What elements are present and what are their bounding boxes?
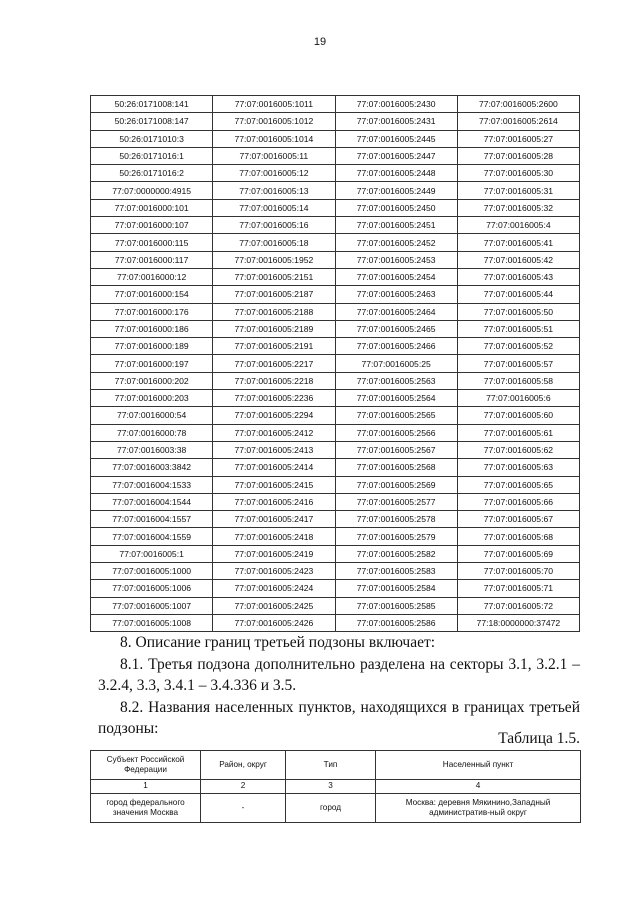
- cadastral-number-cell: 77:07:0016005:51: [457, 320, 579, 337]
- cadastral-number-cell: 77:07:0016005:2416: [213, 493, 335, 510]
- cadastral-number-cell: 77:07:0016005:2218: [213, 372, 335, 389]
- cadastral-number-cell: 77:07:0016005:2585: [335, 597, 457, 614]
- table-row: [91, 493, 580, 510]
- header-type: Тип: [286, 751, 376, 780]
- cadastral-number-cell: 77:07:0016005:2451: [335, 217, 457, 234]
- cadastral-numbers-table: [90, 95, 580, 632]
- cadastral-number-cell: 77:07:0016005:2578: [335, 511, 457, 528]
- cadastral-number-cell: 77:07:0016005:2294: [213, 407, 335, 424]
- cadastral-number-cell: 77:07:0016005:2430: [335, 96, 457, 113]
- paragraph-8: 8. Описание границ третьей подзоны включает:: [120, 634, 436, 651]
- cadastral-number-cell: 77:07:0016005:58: [457, 372, 579, 389]
- cadastral-number-cell: 77:07:0016000:115: [91, 234, 213, 251]
- table-row: [91, 476, 580, 493]
- settlements-data-row: [91, 794, 581, 823]
- cadastral-number-cell: 77:07:0016005:1007: [91, 597, 213, 614]
- table-row: [91, 286, 580, 303]
- cadastral-number-cell: 77:07:0016005:2453: [335, 251, 457, 268]
- table-row: [91, 390, 580, 407]
- cadastral-number-cell: 77:07:0016005:2569: [335, 476, 457, 493]
- cadastral-number-cell: 77:07:0016005:65: [457, 476, 579, 493]
- cadastral-number-cell: 77:07:0016005:16: [213, 217, 335, 234]
- cadastral-number-cell: 77:07:0016005:2566: [335, 424, 457, 441]
- cadastral-number-cell: 77:07:0016005:42: [457, 251, 579, 268]
- table-row: [91, 303, 580, 320]
- cadastral-number-cell: 77:07:0016000:202: [91, 372, 213, 389]
- cadastral-number-cell: 77:07:0016005:2463: [335, 286, 457, 303]
- cadastral-number-cell: 77:07:0016005:2583: [335, 563, 457, 580]
- cadastral-number-cell: 77:07:0016005:71: [457, 580, 579, 597]
- cadastral-number-cell: 77:07:0016005:70: [457, 563, 579, 580]
- cadastral-number-cell: 77:07:0016005:1006: [91, 580, 213, 597]
- header-settlement: Населенный пункт: [376, 751, 581, 780]
- cell-subject: город федерального значения Москва: [91, 794, 201, 823]
- cadastral-number-cell: 77:07:0016000:54: [91, 407, 213, 424]
- cadastral-number-cell: 50:26:0171016:1: [91, 147, 213, 164]
- cadastral-number-cell: 77:07:0016000:117: [91, 251, 213, 268]
- cadastral-number-cell: 77:07:0016005:2447: [335, 147, 457, 164]
- table-row: [91, 614, 580, 631]
- table-caption: Таблица 1.5.: [498, 730, 580, 747]
- settlements-header-row: [91, 751, 581, 780]
- cadastral-number-cell: 50:26:0171008:141: [91, 96, 213, 113]
- cadastral-number-cell: 77:07:0016005:67: [457, 511, 579, 528]
- cadastral-number-cell: 77:07:0016005:2567: [335, 441, 457, 458]
- cadastral-number-cell: 77:07:0016005:13: [213, 182, 335, 199]
- cadastral-number-cell: 77:07:0016005:2465: [335, 320, 457, 337]
- cadastral-number-cell: 77:07:0016000:101: [91, 199, 213, 216]
- cadastral-number-cell: 77:07:0016005:66: [457, 493, 579, 510]
- cadastral-number-cell: 50:26:0171008:147: [91, 113, 213, 130]
- cadastral-number-cell: 77:07:0016005:1000: [91, 563, 213, 580]
- table-row: [91, 96, 580, 113]
- cadastral-number-cell: 77:07:0016005:32: [457, 199, 579, 216]
- column-number: 1: [91, 780, 201, 794]
- column-number: 3: [286, 780, 376, 794]
- header-district: Район, округ: [201, 751, 286, 780]
- cadastral-number-cell: 77:07:0016005:2577: [335, 493, 457, 510]
- table-row: [91, 113, 580, 130]
- page-number: 19: [313, 36, 327, 48]
- cadastral-number-cell: 77:07:0016004:1544: [91, 493, 213, 510]
- cell-district: -: [201, 794, 286, 823]
- table-row: [91, 441, 580, 458]
- cadastral-number-cell: 77:07:0016000:197: [91, 355, 213, 372]
- table-row: [91, 545, 580, 562]
- table-row: [91, 563, 580, 580]
- cadastral-number-cell: 77:07:0016005:2565: [335, 407, 457, 424]
- cadastral-number-cell: 77:07:0016005:2466: [335, 338, 457, 355]
- table-row: [91, 251, 580, 268]
- table-row: [91, 199, 580, 216]
- table-row: [91, 217, 580, 234]
- table-row: [91, 597, 580, 614]
- cadastral-number-cell: 77:07:0016005:60: [457, 407, 579, 424]
- cadastral-number-cell: 77:07:0016005:2586: [335, 614, 457, 631]
- cadastral-number-cell: 77:07:0016000:189: [91, 338, 213, 355]
- cadastral-number-cell: 77:07:0016005:1011: [213, 96, 335, 113]
- cadastral-number-cell: 77:07:0016003:3842: [91, 459, 213, 476]
- cadastral-number-cell: 50:26:0171010:3: [91, 130, 213, 147]
- cadastral-number-cell: 77:07:0016005:1952: [213, 251, 335, 268]
- cadastral-number-cell: 77:07:0016005:2425: [213, 597, 335, 614]
- table-row: [91, 372, 580, 389]
- cadastral-number-cell: 50:26:0171016:2: [91, 165, 213, 182]
- cadastral-number-cell: 77:07:0016005:43: [457, 268, 579, 285]
- table-row: [91, 130, 580, 147]
- cadastral-number-cell: 77:07:0016005:12: [213, 165, 335, 182]
- cadastral-number-cell: 77:07:0016005:2424: [213, 580, 335, 597]
- cadastral-number-cell: 77:07:0016005:68: [457, 528, 579, 545]
- cadastral-number-cell: 77:07:0016005:2188: [213, 303, 335, 320]
- cadastral-number-cell: 77:18:0000000:37472: [457, 614, 579, 631]
- cadastral-number-cell: 77:07:0016005:2563: [335, 372, 457, 389]
- paragraph-8-2: 8.2. Названия населенных пунктов, находящихся в границах третьей подзоны:: [98, 699, 580, 737]
- cadastral-number-cell: 77:07:0016005:2452: [335, 234, 457, 251]
- cadastral-number-cell: 77:07:0016005:1008: [91, 614, 213, 631]
- cadastral-number-cell: 77:07:0016005:2454: [335, 268, 457, 285]
- column-number: 2: [201, 780, 286, 794]
- cadastral-number-cell: 77:07:0016005:2191: [213, 338, 335, 355]
- cadastral-number-cell: 77:07:0016000:176: [91, 303, 213, 320]
- cadastral-number-cell: 77:07:0016005:2568: [335, 459, 457, 476]
- cadastral-number-cell: 77:07:0016005:72: [457, 597, 579, 614]
- cadastral-number-cell: 77:07:0016005:4: [457, 217, 579, 234]
- header-subject: Субъект Российской Федерации: [91, 751, 201, 780]
- table-row: [91, 511, 580, 528]
- cadastral-number-cell: 77:07:0016005:2582: [335, 545, 457, 562]
- cadastral-number-cell: 77:07:0016000:186: [91, 320, 213, 337]
- cadastral-number-cell: 77:07:0016005:14: [213, 199, 335, 216]
- table-row: [91, 182, 580, 199]
- cadastral-number-cell: 77:07:0016005:2600: [457, 96, 579, 113]
- cadastral-number-cell: 77:07:0016005:2189: [213, 320, 335, 337]
- table-row: [91, 424, 580, 441]
- cadastral-number-cell: 77:07:0016005:2449: [335, 182, 457, 199]
- cadastral-number-cell: 77:07:0016004:1559: [91, 528, 213, 545]
- cadastral-number-cell: 77:07:0000000:4915: [91, 182, 213, 199]
- cadastral-number-cell: 77:07:0016005:31: [457, 182, 579, 199]
- cadastral-number-cell: 77:07:0016000:154: [91, 286, 213, 303]
- table-row: [91, 320, 580, 337]
- cadastral-number-cell: 77:07:0016005:62: [457, 441, 579, 458]
- cadastral-number-cell: 77:07:0016005:2413: [213, 441, 335, 458]
- cadastral-number-cell: 77:07:0016005:2564: [335, 390, 457, 407]
- cadastral-number-cell: 77:07:0016005:2151: [213, 268, 335, 285]
- cadastral-number-cell: 77:07:0016004:1557: [91, 511, 213, 528]
- cadastral-number-cell: 77:07:0016000:12: [91, 268, 213, 285]
- cadastral-number-cell: 77:07:0016005:41: [457, 234, 579, 251]
- cadastral-number-cell: 77:07:0016005:2415: [213, 476, 335, 493]
- cadastral-number-cell: 77:07:0016005:11: [213, 147, 335, 164]
- cadastral-number-cell: 77:07:0016000:203: [91, 390, 213, 407]
- cadastral-number-cell: 77:07:0016005:2614: [457, 113, 579, 130]
- cell-settlement: Москва: деревня Мякинино,Западный административ-ный округ: [376, 794, 581, 823]
- cadastral-number-cell: 77:07:0016005:28: [457, 147, 579, 164]
- cadastral-number-cell: 77:07:0016004:1533: [91, 476, 213, 493]
- table-row: [91, 355, 580, 372]
- cadastral-number-cell: 77:07:0016005:44: [457, 286, 579, 303]
- cadastral-number-cell: 77:07:0016000:107: [91, 217, 213, 234]
- cadastral-number-cell: 77:07:0016005:6: [457, 390, 579, 407]
- cadastral-number-cell: 77:07:0016003:38: [91, 441, 213, 458]
- table-row: [91, 268, 580, 285]
- cell-type: город: [286, 794, 376, 823]
- cadastral-number-cell: 77:07:0016005:1014: [213, 130, 335, 147]
- cadastral-number-cell: 77:07:0016005:57: [457, 355, 579, 372]
- cadastral-number-cell: 77:07:0016005:2584: [335, 580, 457, 597]
- settlements-number-row: [91, 780, 581, 794]
- table-row: [91, 528, 580, 545]
- cadastral-number-cell: 77:07:0016005:1012: [213, 113, 335, 130]
- cadastral-number-cell: 77:07:0016005:2417: [213, 511, 335, 528]
- cadastral-number-cell: 77:07:0016005:2236: [213, 390, 335, 407]
- cadastral-number-cell: 77:07:0016005:2464: [335, 303, 457, 320]
- cadastral-number-cell: 77:07:0016005:2423: [213, 563, 335, 580]
- settlements-table: [90, 750, 581, 823]
- table-row: [91, 459, 580, 476]
- cadastral-number-cell: 77:07:0016005:52: [457, 338, 579, 355]
- cadastral-number-cell: 77:07:0016005:69: [457, 545, 579, 562]
- cadastral-number-cell: 77:07:0016005:2448: [335, 165, 457, 182]
- table-row: [91, 165, 580, 182]
- cadastral-number-cell: 77:07:0016005:2418: [213, 528, 335, 545]
- cadastral-number-cell: 77:07:0016005:61: [457, 424, 579, 441]
- cadastral-number-cell: 77:07:0016005:25: [335, 355, 457, 372]
- table-row: [91, 234, 580, 251]
- cadastral-number-cell: 77:07:0016005:63: [457, 459, 579, 476]
- table-row: [91, 407, 580, 424]
- cadastral-number-cell: 77:07:0016005:30: [457, 165, 579, 182]
- cadastral-number-cell: 77:07:0016000:78: [91, 424, 213, 441]
- cadastral-number-cell: 77:07:0016005:27: [457, 130, 579, 147]
- paragraph-8-1: 8.1. Третья подзона дополнительно разделена на секторы 3.1, 3.2.1 – 3.2.4, 3.3, 3.4.1 – 3.4.336 и 3.5.: [98, 656, 580, 694]
- cadastral-number-cell: 77:07:0016005:2431: [335, 113, 457, 130]
- cadastral-number-cell: 77:07:0016005:2445: [335, 130, 457, 147]
- table-row: [91, 580, 580, 597]
- cadastral-number-cell: 77:07:0016005:2412: [213, 424, 335, 441]
- cadastral-number-cell: 77:07:0016005:50: [457, 303, 579, 320]
- cadastral-number-cell: 77:07:0016005:2414: [213, 459, 335, 476]
- cadastral-number-cell: 77:07:0016005:18: [213, 234, 335, 251]
- cadastral-number-cell: 77:07:0016005:1: [91, 545, 213, 562]
- cadastral-number-cell: 77:07:0016005:2217: [213, 355, 335, 372]
- cadastral-number-cell: 77:07:0016005:2450: [335, 199, 457, 216]
- cadastral-number-cell: 77:07:0016005:2426: [213, 614, 335, 631]
- cadastral-number-cell: 77:07:0016005:2187: [213, 286, 335, 303]
- cadastral-number-cell: 77:07:0016005:2419: [213, 545, 335, 562]
- table-row: [91, 338, 580, 355]
- cadastral-number-cell: 77:07:0016005:2579: [335, 528, 457, 545]
- column-number: 4: [376, 780, 581, 794]
- table-row: [91, 147, 580, 164]
